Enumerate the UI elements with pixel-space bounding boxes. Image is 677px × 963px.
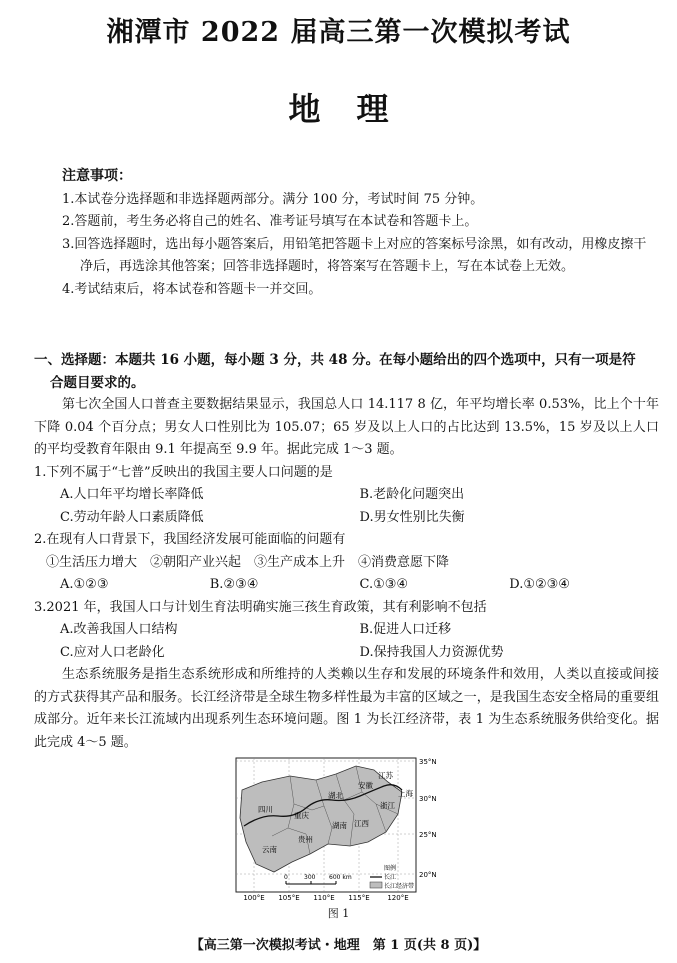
passage-1: 第七次全国人口普查主要数据结果显示，我国总人口 14.117 8 亿，年平均增长率 0.53%，比上个十年下降 0.04 个百分点；男女人口性别比为 105.07；65 岁及以上人口的占比达到 13.5%，15 岁及以上人口的平均受教育年限由 9.1 年提高至 9.9 年。据此完成 1～3 题。 — [34, 397, 659, 457]
q2-items: ①生活压力增大 ②朝阳产业兴起 ③生产成本上升 ④消费意愿下降 — [46, 554, 450, 570]
q3-option-d: D.保持我国人力资源优势 — [359, 644, 504, 660]
q1-options-row — [34, 507, 659, 530]
q1-option-d: D.男女性别比失衡 — [359, 509, 465, 525]
q3-options-row — [34, 619, 659, 642]
section-heading — [34, 349, 654, 394]
map-lon-label: 100°E — [243, 894, 265, 901]
map-province-label: 浙江 — [380, 801, 395, 810]
q2-option-b: B.②③④ — [209, 577, 259, 592]
map-province-label: 江西 — [354, 819, 369, 828]
map-lat-label: 25°N — [419, 831, 437, 839]
map-scale-label: 0 — [284, 874, 288, 881]
map-legend-item: 长江 — [384, 874, 397, 881]
q1-options-row — [34, 484, 659, 507]
map-lat-label: 20°N — [419, 871, 437, 879]
passage-2: 生态系统服务是指生态系统形成和所维持的人类赖以生存和发展的环境条件和效用，人类以直接或间接的方式获得其产品和服务。长江经济带是全球生物多样性最为丰富的区域之一，是我国生态安全格局的重要组成部分。近年来长江流域内出现系列生态环境问题。图 1 为长江经济带，表 1 为生态系统服务供给变化。据此完成 4～5 题。 — [34, 667, 659, 750]
map-province-label: 湖北 — [328, 791, 343, 800]
notice-item: 4.考试结束后，将本试卷和答题卡一并交回。 — [62, 281, 322, 297]
notice-item: 1.本试卷分选择题和非选择题两部分。满分 100 分，考试时间 75 分钟。 — [62, 191, 484, 207]
page-footer: 【高三第一次模拟考试・地理 第 1 页(共 8 页)】 — [190, 938, 487, 953]
map-province-label: 重庆 — [294, 811, 309, 820]
map-legend-item: 长江经济带 — [384, 883, 415, 890]
subject-title: 地理 — [288, 90, 425, 128]
map-province-label: 云南 — [262, 845, 277, 854]
q3-option-a: A.改善我国人口结构 — [60, 622, 178, 637]
q2-options-row — [34, 574, 659, 597]
q3-option-c: C.应对人口老龄化 — [60, 644, 165, 660]
map-lon-label: 120°E — [387, 894, 409, 901]
q2-option-d: D.①②③④ — [509, 577, 570, 592]
q2-stem: 2.在现有人口背景下，我国经济发展可能面临的问题有 — [34, 532, 346, 547]
notice-item: 2.答题前，考生务必将自己的姓名、准考证号填写在本试卷和答题卡上。 — [62, 214, 478, 229]
section-line: 一、选择题：本题共 16 小题，每小题 3 分，共 48 分。在每小题给出的四个选项中，只有一项是符 — [34, 352, 636, 368]
map-scale-label: 300 — [304, 874, 316, 881]
map-scale-label: 600 km — [329, 874, 352, 881]
notice-block — [62, 165, 652, 301]
figure-caption: 图 1 — [327, 907, 350, 920]
map-province-label: 安徽 — [358, 781, 373, 790]
q3-stem: 3.2021 年，我国人口与计划生育法明确实施三孩生育政策，其有利影响不包括 — [34, 599, 487, 615]
q3-option-b: B.促进人口迁移 — [359, 622, 452, 637]
map-lat-label: 35°N — [419, 758, 437, 766]
map-province-label: 江苏 — [378, 771, 393, 780]
map-province-label: 上海 — [398, 789, 413, 798]
q3-options-row — [34, 642, 659, 665]
map-province-label: 贵州 — [298, 835, 313, 844]
map-lon-label: 110°E — [313, 894, 335, 901]
map-province-label: 四川 — [258, 805, 273, 814]
map-lon-label: 105°E — [278, 894, 300, 901]
map-lon-label: 115°E — [348, 894, 370, 901]
yangtze-economic-belt-map — [232, 756, 448, 901]
exam-title: 湘潭市 2022 届高三第一次模拟考试 — [106, 17, 571, 48]
notice-heading: 注意事项： — [62, 168, 132, 184]
q2-option-c: C.①③④ — [359, 577, 409, 592]
notice-item: 3.回答选择题时，选出每小题答案后，用铅笔把答题卡上对应的答案标号涂黑，如有改动，用橡皮擦干净后，再选涂其他答案；回答非选择题时，将答案写在答题卡上，写在本试卷上无效。 — [62, 236, 647, 274]
q1-option-a: A.人口年平均增长率降低 — [60, 487, 204, 502]
q1-stem: 1.下列不属于“七普”反映出的我国主要人口问题的是 — [34, 464, 333, 480]
map-lat-label: 30°N — [419, 795, 437, 803]
q1-option-c: C.劳动年龄人口素质降低 — [60, 509, 204, 525]
question-body — [34, 394, 659, 754]
q1-option-b: B.老龄化问题突出 — [359, 487, 465, 502]
map-province-label: 湖南 — [332, 821, 347, 830]
q2-option-a: A.①②③ — [60, 577, 109, 592]
section-line: 合题目要求的。 — [50, 374, 145, 391]
map-legend-title: 图例 — [384, 865, 397, 872]
